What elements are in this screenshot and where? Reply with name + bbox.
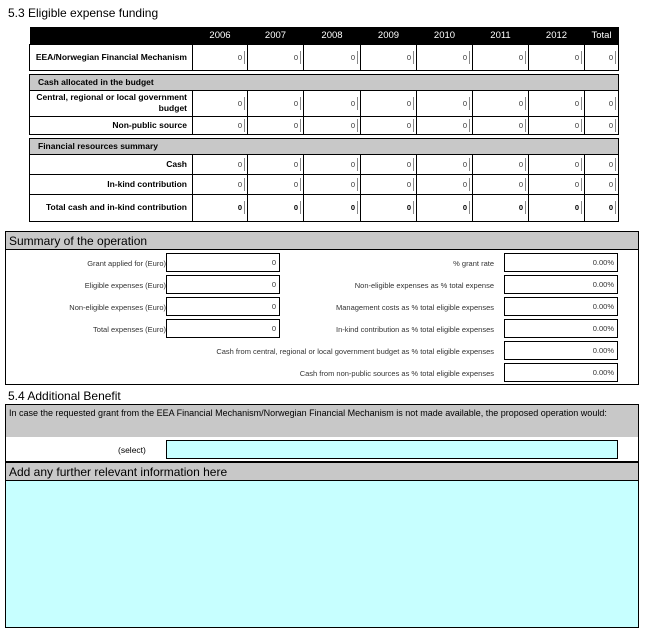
pct-central-label: Cash from central, regional or local government budget as % total eligible expenses — [216, 347, 494, 356]
amount-cell[interactable]: 0 — [529, 174, 585, 194]
amount-cell[interactable]: 0 — [361, 90, 417, 116]
summary-panel — [5, 231, 639, 385]
row-total — [30, 194, 619, 221]
group-header-cash: Cash allocated in the budget — [30, 74, 619, 90]
total-expenses-label: Total expenses (Euro) — [93, 325, 166, 334]
total-cell: 0 — [304, 194, 361, 221]
eligible-label: Eligible expenses (Euro) — [84, 281, 166, 290]
amount-cell[interactable]: 0 — [417, 44, 473, 70]
header-blank — [30, 27, 193, 44]
total-cell: 0 — [529, 194, 585, 221]
amount-cell[interactable]: 0 — [304, 174, 361, 194]
amount-cell: 0 — [473, 154, 529, 174]
additional-benefit-question: In case the requested grant from the EEA Financial Mechanism/Norwegian Financial Mechanism is not made available, the proposed operation would: — [6, 405, 638, 437]
further-info-title: Add any further relevant information here — [6, 463, 638, 481]
row-eea — [30, 44, 619, 70]
amount-cell[interactable]: 0 — [473, 90, 529, 116]
col-header: 2012 — [529, 27, 585, 44]
col-header: 2011 — [473, 27, 529, 44]
col-header: 2010 — [417, 27, 473, 44]
amount-cell: 0 — [529, 154, 585, 174]
section-title-eligible-expense: 5.3 Eligible expense funding — [8, 6, 159, 20]
amount-cell[interactable]: 0 — [361, 116, 417, 134]
amount-cell[interactable]: 0 — [304, 44, 361, 70]
amount-cell[interactable]: 0 — [248, 116, 304, 134]
total-cell: 0 — [417, 194, 473, 221]
row-label: Central, regional or local government budget — [30, 90, 193, 116]
amount-cell[interactable]: 0 — [473, 174, 529, 194]
amount-cell[interactable]: 0 — [417, 90, 473, 116]
pct-nonpublic-field: 0.00% — [504, 363, 618, 382]
amount-cell: 0 — [304, 154, 361, 174]
further-info-panel — [5, 462, 639, 628]
total-cell: 0 — [585, 154, 619, 174]
amount-cell[interactable]: 0 — [248, 90, 304, 116]
amount-cell[interactable]: 0 — [193, 90, 248, 116]
row-cash — [30, 154, 619, 174]
amount-cell[interactable]: 0 — [193, 116, 248, 134]
pct-noneligible-label: Non-eligible expenses as % total expense — [354, 281, 494, 290]
amount-cell[interactable]: 0 — [304, 90, 361, 116]
col-header: 2008 — [304, 27, 361, 44]
section-title-additional-benefit: 5.4 Additional Benefit — [8, 389, 121, 403]
further-info-textarea[interactable] — [6, 481, 638, 627]
row-label: Cash — [30, 154, 193, 174]
noneligible-label: Non-eligible expenses (Euro) — [69, 303, 166, 312]
row-nonpublic — [30, 116, 619, 134]
amount-cell[interactable]: 0 — [361, 174, 417, 194]
pct-inkind-field: 0.00% — [504, 319, 618, 338]
row-central — [30, 90, 619, 116]
total-cell: 0 — [585, 194, 619, 221]
total-cell: 0 — [193, 194, 248, 221]
summary-title: Summary of the operation — [6, 232, 638, 250]
col-header: 2006 — [193, 27, 248, 44]
pct-grant-field: 0.00% — [504, 253, 618, 272]
row-inkind — [30, 174, 619, 194]
amount-cell[interactable]: 0 — [361, 44, 417, 70]
amount-cell[interactable]: 0 — [417, 116, 473, 134]
col-header: 2009 — [361, 27, 417, 44]
amount-cell[interactable]: 0 — [193, 44, 248, 70]
amount-cell: 0 — [193, 154, 248, 174]
amount-cell[interactable]: 0 — [529, 44, 585, 70]
row-label: Total cash and in-kind contribution — [30, 194, 193, 221]
pct-nonpublic-label: Cash from non-public sources as % total eligible expenses — [299, 369, 494, 378]
row-label: In-kind contribution — [30, 174, 193, 194]
col-header: Total — [585, 27, 619, 44]
amount-cell[interactable]: 0 — [193, 174, 248, 194]
amount-cell[interactable]: 0 — [473, 116, 529, 134]
amount-cell[interactable]: 0 — [417, 174, 473, 194]
total-cell: 0 — [585, 44, 619, 70]
total-cell: 0 — [585, 90, 619, 116]
group-header-summary: Financial resources summary — [30, 138, 619, 154]
amount-cell[interactable]: 0 — [473, 44, 529, 70]
row-label: EEA/Norwegian Financial Mechanism — [30, 44, 193, 70]
amount-cell[interactable]: 0 — [529, 90, 585, 116]
benefit-select[interactable] — [166, 440, 618, 459]
amount-cell: 0 — [361, 154, 417, 174]
row-label: Non-public source — [30, 116, 193, 134]
amount-cell[interactable]: 0 — [529, 116, 585, 134]
amount-cell[interactable]: 0 — [248, 44, 304, 70]
grant-label: Grant applied for (Euro) — [87, 259, 166, 268]
pct-central-field: 0.00% — [504, 341, 618, 360]
total-cell: 0 — [473, 194, 529, 221]
amount-cell: 0 — [248, 154, 304, 174]
additional-benefit-panel — [5, 404, 639, 462]
pct-mgmt-label: Management costs as % total eligible expenses — [335, 303, 494, 312]
total-expenses-field[interactable]: 0 — [166, 319, 280, 338]
eligible-expense-table — [29, 27, 619, 222]
pct-mgmt-field: 0.00% — [504, 297, 618, 316]
noneligible-field[interactable]: 0 — [166, 297, 280, 316]
select-label: (select) — [118, 445, 146, 455]
total-cell: 0 — [248, 194, 304, 221]
total-cell: 0 — [585, 174, 619, 194]
eligible-field[interactable]: 0 — [166, 275, 280, 294]
amount-cell: 0 — [417, 154, 473, 174]
total-cell: 0 — [585, 116, 619, 134]
total-cell: 0 — [361, 194, 417, 221]
grant-field[interactable]: 0 — [166, 253, 280, 272]
col-header: 2007 — [248, 27, 304, 44]
amount-cell[interactable]: 0 — [248, 174, 304, 194]
amount-cell[interactable]: 0 — [304, 116, 361, 134]
pct-inkind-label: In-kind contribution as % total eligible expenses — [335, 325, 494, 334]
pct-grant-label: % grant rate — [453, 259, 494, 268]
pct-noneligible-field: 0.00% — [504, 275, 618, 294]
